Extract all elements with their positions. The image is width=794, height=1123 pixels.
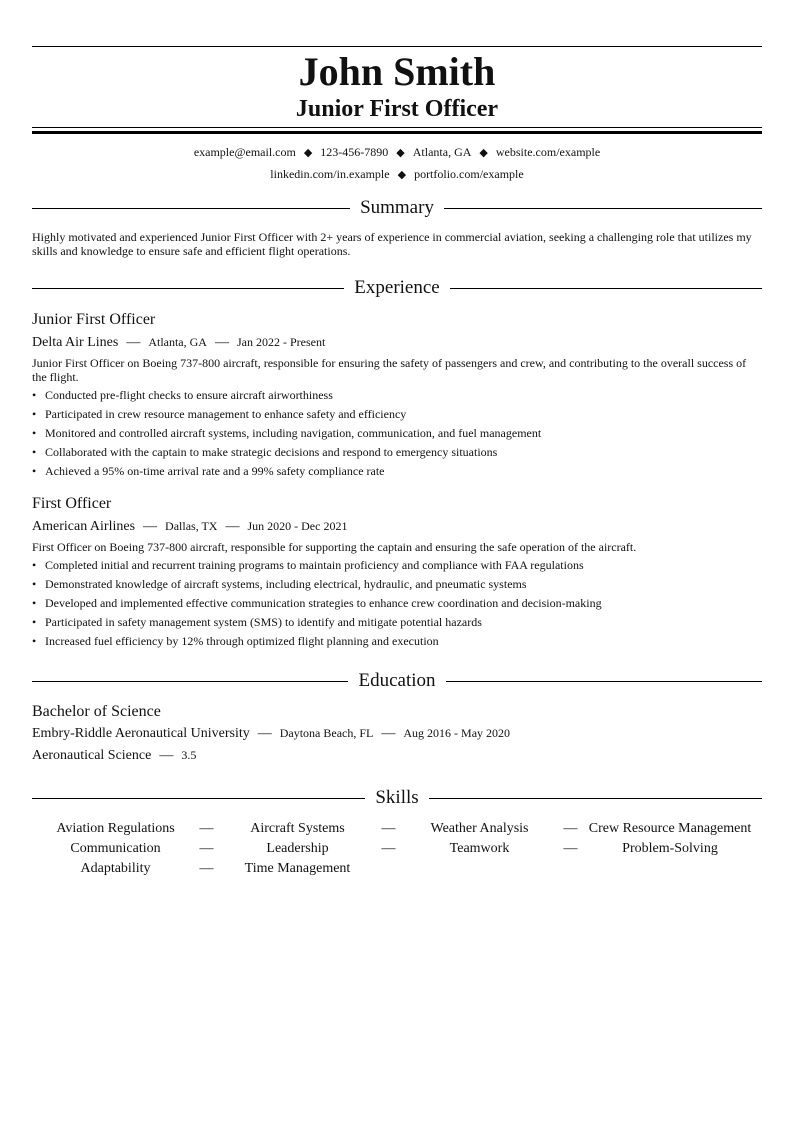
dash-separator: —: [159, 748, 174, 763]
skill-separator: —: [199, 841, 214, 856]
contact-location: Atlanta, GA: [412, 145, 472, 159]
top-rule: [32, 46, 762, 47]
education-field-line: [32, 745, 762, 766]
skill-item: Adaptability: [80, 861, 151, 876]
list-item: • Conducted pre-flight checks to ensure aircraft airworthiness: [32, 386, 762, 405]
bullet-icon: •: [32, 558, 37, 572]
candidate-name: John Smith: [298, 49, 496, 94]
list-item: • Collaborated with the captain to make strategic decisions and respond to emergency situations: [32, 443, 762, 462]
list-item: • Increased fuel efficiency by 12% through optimized flight planning and execution: [32, 632, 762, 651]
job-location: Dallas, TX: [165, 519, 218, 533]
contact-portfolio[interactable]: portfolio.com/example: [414, 167, 524, 181]
contact-email[interactable]: example@email.com: [193, 145, 296, 159]
skill-separator: —: [381, 841, 396, 856]
bullet-icon: •: [32, 615, 37, 629]
section-title: Summary: [360, 197, 434, 218]
job-description: Junior First Officer on Boeing 737-800 aircraft, responsible for ensuring the safety of passengers and crew, and contributing to the overall success of the flight.: [32, 356, 747, 384]
list-item: • Achieved a 95% on-time arrival rate and a 99% safety compliance rate: [32, 462, 762, 481]
contact-phone[interactable]: 123-456-7890: [320, 145, 389, 159]
skill-item: Leadership: [266, 841, 329, 856]
bullet-icon: •: [32, 407, 37, 421]
job-dates: Jan 2022 - Present: [236, 335, 326, 349]
job-title: Junior First Officer: [32, 311, 156, 328]
dash-separator: —: [381, 726, 396, 741]
job-description: First Officer on Boeing 737-800 aircraft, responsible for supporting the captain and ensuring the safe operation of the aircraft.: [32, 540, 637, 554]
dash-separator: —: [214, 335, 229, 350]
bullet-icon: •: [32, 445, 37, 459]
diamond-separator-icon: ◆: [479, 147, 488, 159]
summary-section-heading: [32, 196, 762, 220]
education-section-heading: [32, 669, 762, 693]
skill-item: Teamwork: [449, 841, 510, 856]
job-bullets: [32, 386, 762, 481]
header-double-rule: [32, 127, 762, 134]
skill-item: Time Management: [244, 861, 351, 876]
job-entry: [32, 494, 762, 651]
diamond-separator-icon: ◆: [396, 147, 405, 159]
contact-row-2: [32, 164, 762, 186]
dash-separator: —: [126, 335, 141, 350]
section-title: Skills: [375, 787, 419, 808]
list-item: • Participated in safety management system (SMS) to identify and mitigate potential hazards: [32, 613, 762, 632]
job-title: First Officer: [32, 495, 112, 512]
education-gpa: 3.5: [181, 748, 197, 762]
summary-text: Highly motivated and experienced Junior First Officer with 2+ years of experience in commercial aviation, seeking a challenging role that utilizes my skills and knowledge to ensure safe and efficient flight operations.: [32, 230, 752, 258]
job-meta: [32, 516, 762, 537]
list-item: • Monitored and controlled aircraft systems, including navigation, communication, and fuel management: [32, 424, 762, 443]
contact-block: [32, 142, 762, 186]
skill-item: Problem-Solving: [622, 841, 718, 856]
contact-row-1: [32, 142, 762, 164]
education-school: Embry-Riddle Aeronautical University: [32, 726, 250, 741]
job-location: Atlanta, GA: [148, 335, 207, 349]
skill-separator: —: [199, 821, 214, 836]
skill-item: Weather Analysis: [430, 821, 529, 836]
dash-separator: —: [257, 726, 272, 741]
bullet-icon: •: [32, 426, 37, 440]
diamond-separator-icon: ◆: [397, 169, 407, 181]
bullet-icon: •: [32, 577, 37, 591]
skills-grid: [32, 819, 762, 879]
skill-item: Aviation Regulations: [56, 821, 175, 836]
bullet-icon: •: [32, 596, 37, 610]
skill-separator: —: [563, 841, 578, 856]
skill-item: Crew Resource Management: [588, 821, 752, 836]
job-bullets: [32, 556, 762, 651]
job-dates: Jun 2020 - Dec 2021: [247, 519, 348, 533]
bullet-icon: •: [32, 464, 37, 478]
dash-separator: —: [225, 519, 240, 534]
section-title: Education: [358, 670, 436, 691]
list-item: • Developed and implemented effective communication strategies to enhance crew coordination and decision-making: [32, 594, 762, 613]
education-location: Daytona Beach, FL: [279, 726, 374, 740]
skill-separator: —: [199, 861, 214, 876]
candidate-title: Junior First Officer: [295, 96, 499, 122]
list-item: • Demonstrated knowledge of aircraft systems, including electrical, hydraulic, and pneumatic systems: [32, 575, 762, 594]
job-company: American Airlines: [32, 519, 136, 534]
diamond-separator-icon: ◆: [303, 147, 313, 159]
education-field: Aeronautical Science: [32, 748, 152, 763]
skill-item: Aircraft Systems: [250, 821, 345, 836]
education-degree: Bachelor of Science: [32, 703, 161, 720]
job-company: Delta Air Lines: [32, 335, 119, 350]
job-entry: [32, 310, 762, 481]
education-dates: Aug 2016 - May 2020: [403, 726, 511, 740]
contact-website[interactable]: website.com/example: [495, 145, 601, 159]
job-meta: [32, 332, 762, 353]
bullet-icon: •: [32, 634, 37, 648]
list-item: • Participated in crew resource management to enhance safety and efficiency: [32, 405, 762, 424]
experience-section-heading: [32, 276, 762, 300]
skill-item: Communication: [70, 841, 161, 856]
skills-section-heading: [32, 786, 762, 810]
section-title: Experience: [354, 277, 440, 298]
skill-separator: —: [563, 821, 578, 836]
contact-linkedin[interactable]: linkedin.com/in.example: [270, 167, 390, 181]
dash-separator: —: [143, 519, 158, 534]
education-school-line: [32, 723, 762, 744]
skill-separator: —: [381, 821, 396, 836]
bullet-icon: •: [32, 388, 37, 402]
resume-page: [32, 46, 762, 879]
list-item: • Completed initial and recurrent training programs to maintain proficiency and compliance with FAA regulations: [32, 556, 762, 575]
